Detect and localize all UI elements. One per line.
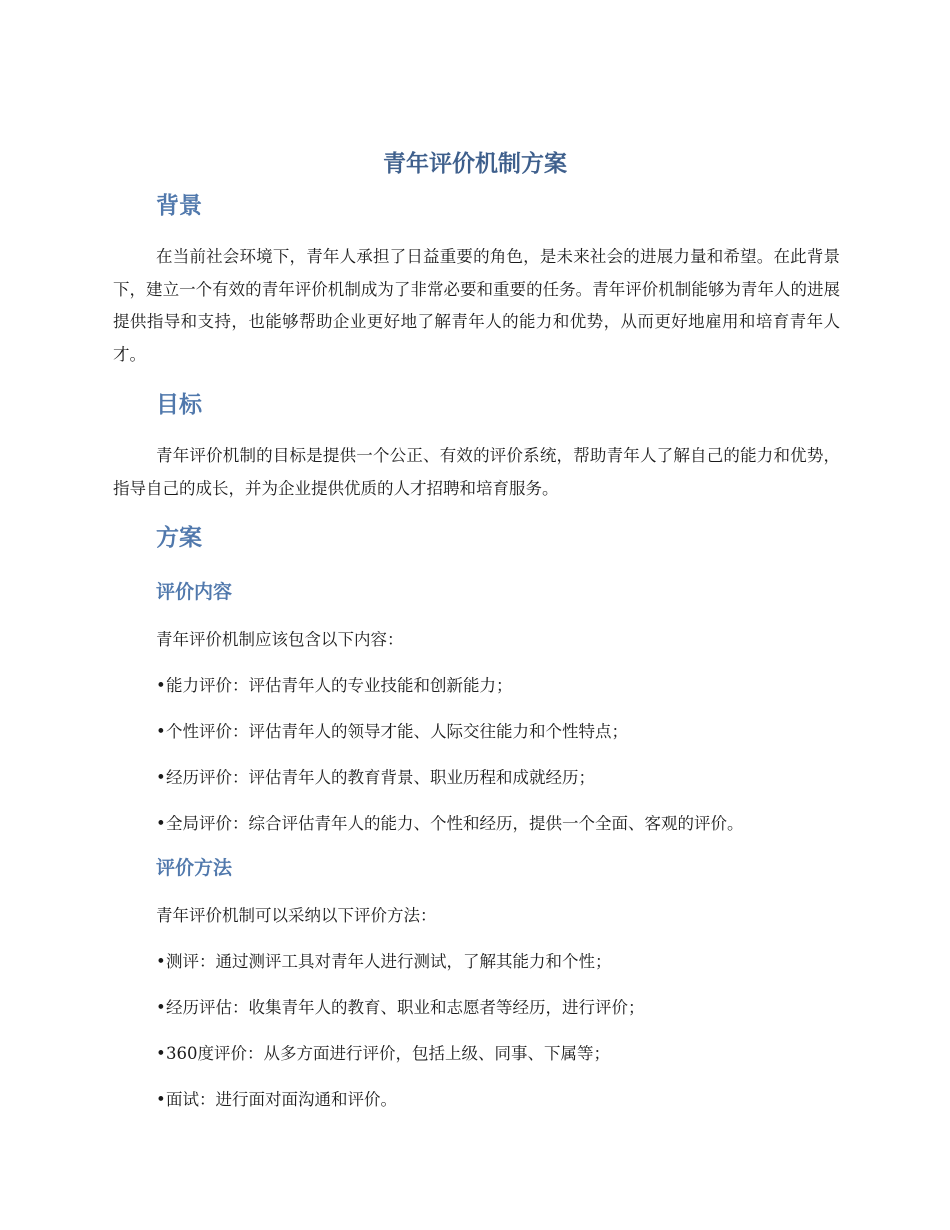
bullet-mark: • [156,952,166,971]
bullet-mark: • [156,768,166,787]
eval-content-intro: 青年评价机制应该包含以下内容： [156,630,404,649]
list-item-text: 经历评价：评估青年人的教育背景、职业历程和成就经历； [166,768,595,787]
heading-eval-content: 评价内容 [156,581,233,603]
heading-background: 背景 [156,193,202,219]
list-item-text: 经历评估：收集青年人的教育、职业和志愿者等经历，进行评价； [166,998,645,1017]
list-item [156,949,856,975]
list-item [156,1087,856,1113]
list-item [156,811,856,837]
list-item-text: 360度评价：从多方面进行评价，包括上级、同事、下属等； [166,1044,610,1063]
list-item-text: 面试：进行面对面沟通和评价。 [166,1090,397,1109]
bullet-mark: • [156,1044,166,1063]
background-paragraph: 在当前社会环境下，青年人承担了日益重要的角色，是未来社会的进展力量和希望。在此背景下，建立一个有效的青年评价机制成为了非常必要和重要的任务。青年评价机制能够为青年人的进展提供指导和支持，也能够帮助企业更好地了解青年人的能力和优势，从而更好地雇用和培育青年人才。 [113,247,840,364]
heading-plan: 方案 [156,525,202,551]
list-item-text: 全局评价：综合评估青年人的能力、个性和经历，提供一个全面、客观的评价。 [166,814,744,833]
document-title: 青年评价机制方案 [383,151,567,177]
bullet-mark: • [156,814,166,833]
bullet-mark: • [156,676,166,695]
heading-eval-methods: 评价方法 [156,857,233,879]
list-item [156,1041,856,1067]
list-item [156,673,856,699]
heading-goal: 目标 [156,392,202,418]
list-item [156,719,856,745]
list-item-text: 测评：通过测评工具对青年人进行测试，了解其能力和个性； [166,952,612,971]
bullet-mark: • [156,722,166,741]
bullet-mark: • [156,998,166,1017]
list-item [156,765,856,791]
list-item-text: 能力评价：评估青年人的专业技能和创新能力； [166,676,513,695]
list-item [156,995,856,1021]
bullet-mark: • [156,1090,166,1109]
eval-methods-intro: 青年评价机制可以采纳以下评价方法： [156,906,437,925]
goal-paragraph: 青年评价机制的目标是提供一个公正、有效的评价系统，帮助青年人了解自己的能力和优势，指导自己的成长，并为企业提供优质的人才招聘和培育服务。 [113,446,840,498]
list-item-text: 个性评价：评估青年人的领导才能、人际交往能力和个性特点； [166,722,628,741]
